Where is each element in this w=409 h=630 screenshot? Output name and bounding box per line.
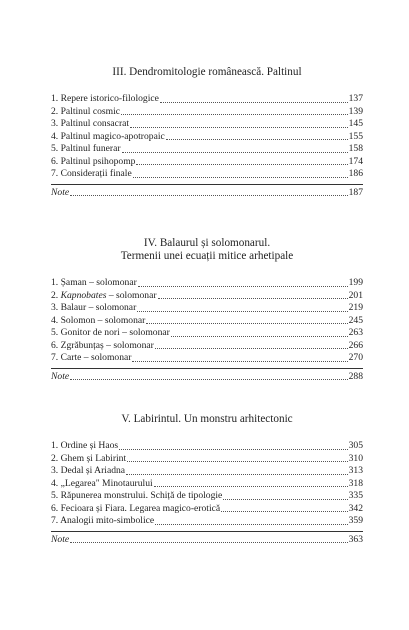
toc-entry-page: 137 (348, 93, 363, 104)
toc-entry-page: 199 (348, 277, 363, 288)
dot-leader (158, 298, 348, 299)
divider (51, 184, 363, 185)
toc-entry-page: 305 (348, 440, 363, 451)
toc-entry-page: 158 (348, 143, 363, 155)
toc-entry[interactable] (51, 131, 363, 144)
toc-entry-label: 2. Paltinul cosmic (51, 105, 121, 117)
dot-leader (154, 486, 348, 487)
toc-entry[interactable] (51, 118, 363, 131)
dot-leader (126, 474, 348, 475)
toc-notes-page: 363 (348, 533, 363, 545)
dot-leader (223, 499, 347, 500)
toc-entry-label: 1. Repere istorico-filologice (51, 93, 159, 104)
toc-entry-page: 266 (348, 339, 363, 351)
section-title (51, 66, 363, 79)
toc-notes-page: 187 (348, 186, 363, 198)
dot-leader (70, 195, 347, 196)
toc-list (51, 440, 363, 546)
dot-leader (160, 102, 348, 103)
section-title-line: Termenii unei ecuații mitice arhetipale (120, 250, 294, 262)
toc-entry-page: 313 (348, 465, 363, 477)
dot-leader (121, 114, 348, 115)
toc-entry-page: 310 (348, 452, 363, 464)
toc-entry[interactable] (51, 290, 363, 303)
dot-leader (136, 164, 347, 165)
toc-entry[interactable] (51, 490, 363, 503)
toc-notes-entry[interactable] (51, 371, 363, 384)
toc-entry-label: 7. Carte – solomonar (51, 352, 132, 364)
toc-entry-label: 5. Gonitor de nori – solomonar (51, 327, 170, 339)
toc-entry-label: 1. Șaman – solomonar (51, 277, 137, 288)
toc-entry-page: 359 (348, 515, 363, 527)
toc-entry-page: 219 (348, 302, 363, 314)
dot-leader (132, 361, 347, 362)
toc-entry-label: 6. Zgrăbunțaș – solomonar (51, 339, 154, 351)
toc-entry-label: 1. Ordine și Haos (51, 440, 119, 451)
dot-leader (146, 323, 347, 324)
dot-leader (133, 177, 348, 178)
section-title (51, 237, 363, 263)
toc-entry[interactable] (51, 143, 363, 156)
dot-leader (155, 524, 347, 525)
toc-section-4 (51, 237, 363, 383)
toc-entry[interactable] (51, 515, 363, 528)
toc-entry-label (51, 290, 157, 303)
divider (51, 531, 363, 532)
section-title-line: V. Labirintul. Un monstru arhitectonic (121, 413, 293, 425)
toc-entry-page: 270 (348, 352, 363, 364)
toc-entry-page: 145 (348, 118, 363, 130)
dot-leader (127, 461, 347, 462)
toc-entry-label: 5. Răpunerea monstrului. Schiță de tipologie (51, 490, 223, 502)
toc-notes-label: Note (51, 370, 70, 382)
toc-entry[interactable] (51, 465, 363, 478)
toc-entry-label-rest: – solomonar (106, 289, 157, 301)
toc-entry[interactable] (51, 503, 363, 516)
toc-entry-label: 6. Paltinul psihopomp (51, 155, 136, 167)
toc-entry[interactable] (51, 478, 363, 491)
toc-entry-label: 3. Paltinul consacrat (51, 118, 130, 130)
toc-notes-entry[interactable] (51, 534, 363, 547)
toc-entry-label: 4. Solomon – solomonar (51, 314, 146, 326)
toc-entry-page: 335 (348, 490, 363, 502)
toc-list (51, 93, 363, 199)
toc-entry-label: 4. „Legarea" Minotaurului (51, 477, 153, 489)
toc-entry-italic-term: Kapnobates (60, 289, 107, 301)
dot-leader (130, 127, 348, 128)
toc-entry[interactable] (51, 340, 363, 353)
dot-leader (70, 379, 347, 380)
toc-entry-page: 139 (348, 105, 363, 117)
dot-leader (70, 542, 347, 543)
toc-entry-page: 174 (348, 155, 363, 167)
toc-notes-label: Note (51, 533, 70, 545)
toc-notes-page: 288 (348, 370, 363, 382)
dot-leader (137, 311, 347, 312)
dot-leader (119, 449, 347, 450)
toc-entry-label: 4. Paltinul magico-apotropaic (51, 130, 165, 142)
dot-leader (166, 139, 348, 140)
dot-leader (155, 348, 348, 349)
toc-notes-entry[interactable] (51, 187, 363, 200)
section-title-line: IV. Balaurul și solomonarul. (143, 237, 271, 249)
section-title (51, 413, 363, 426)
toc-section-5 (51, 413, 363, 546)
toc-entry[interactable] (51, 93, 363, 106)
toc-entry[interactable] (51, 156, 363, 169)
toc-entry-label: 7. Analogii mito-simbolice (51, 515, 155, 527)
toc-entry-page: 201 (348, 289, 363, 301)
toc-section-3 (51, 66, 363, 199)
section-title-line: III. Dendromitologie românească. Paltinul (112, 66, 302, 78)
toc-entry-label: 2. Ghem și Labirint (51, 452, 127, 464)
toc-entry-label: 7. Considerații finale (51, 168, 132, 180)
divider (51, 368, 363, 369)
toc-entry-label: 6. Fecioara și Fiara. Legarea magico-erotică (51, 502, 221, 514)
dot-leader (221, 511, 347, 512)
toc-entry-page: 263 (348, 327, 363, 339)
toc-entry-page: 318 (348, 477, 363, 489)
toc-entry[interactable] (51, 302, 363, 315)
toc-entry[interactable] (51, 453, 363, 466)
toc-entry-page: 245 (348, 314, 363, 326)
dot-leader (122, 152, 348, 153)
toc-entry-label: 3. Dedal și Ariadna (51, 465, 126, 477)
toc-list (51, 277, 363, 383)
toc-entry-page: 342 (348, 502, 363, 514)
toc-entry[interactable] (51, 440, 363, 453)
toc-entry[interactable] (51, 327, 363, 340)
toc-entry-page: 155 (348, 130, 363, 142)
toc-entry[interactable] (51, 352, 363, 365)
toc-entry-page: 186 (348, 168, 363, 180)
toc-entry[interactable] (51, 277, 363, 290)
toc-entry-number: 2. (51, 289, 61, 301)
dot-leader (138, 286, 348, 287)
toc-entry[interactable] (51, 315, 363, 328)
dot-leader (171, 336, 348, 337)
toc-entry-label: 3. Balaur – solomonar (51, 302, 137, 314)
toc-entry[interactable] (51, 168, 363, 181)
toc-notes-label: Note (51, 186, 70, 198)
toc-entry-label: 5. Paltinul funerar (51, 143, 121, 155)
toc-entry[interactable] (51, 106, 363, 119)
